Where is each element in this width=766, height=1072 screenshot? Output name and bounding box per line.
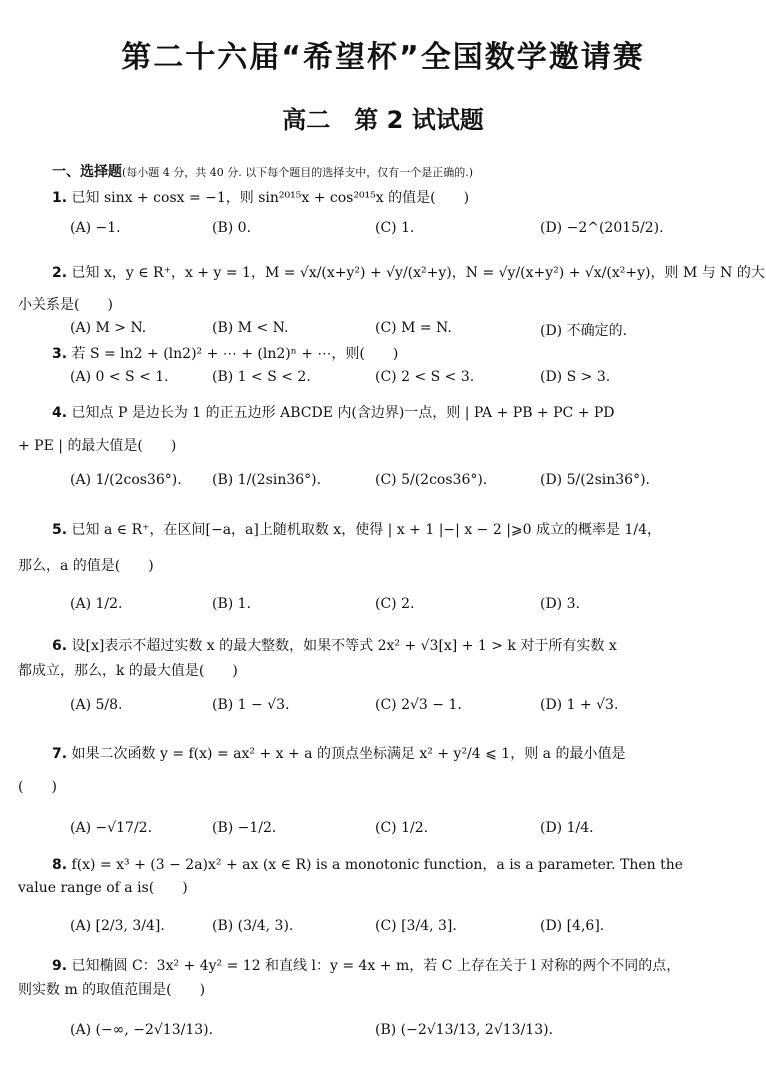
question-text: 设[x]表示不超过实数 x 的最大整数，如果不等式 2x² + √3[x] + 1 > k 对于所有实数 x bbox=[71, 638, 617, 654]
question-text: 若 S = ln2 + (ln2)² + ⋯ + (ln2)ⁿ + ⋯，则( ) bbox=[71, 346, 399, 362]
q7-option-b[interactable]: (B) −1/2. bbox=[212, 820, 277, 836]
q6-option-c[interactable]: (C) 2√3 − 1. bbox=[375, 697, 462, 713]
q1-option-b[interactable]: (B) 0. bbox=[212, 220, 252, 236]
question-5-cont: 那么，a 的值是( ) bbox=[18, 558, 154, 574]
q9-option-b[interactable]: (B) (−2√13/13, 2√13/13). bbox=[375, 1022, 554, 1038]
exam-subtitle: 高二 第 2 试试题 bbox=[282, 106, 484, 134]
exam-title: 第二十六届“希望杯”全国数学邀请赛 bbox=[121, 40, 645, 75]
q2-option-c[interactable]: (C) M = N. bbox=[375, 320, 452, 336]
q6-option-a[interactable]: (A) 5/8. bbox=[70, 697, 123, 713]
q8-option-d[interactable]: (D) [4,6]. bbox=[540, 918, 605, 934]
q1-option-c[interactable]: (C) 1. bbox=[375, 220, 415, 236]
q2-option-d[interactable]: (D) 不确定的. bbox=[540, 323, 628, 339]
question-2 bbox=[52, 264, 766, 282]
question-8-cont: value range of a is( ) bbox=[18, 880, 188, 896]
question-8 bbox=[52, 856, 766, 874]
q5-option-d[interactable]: (D) 3. bbox=[540, 596, 580, 612]
question-4-cont: + PE | 的最大值是( ) bbox=[18, 438, 177, 454]
q7-option-d[interactable]: (D) 1/4. bbox=[540, 820, 594, 836]
q3-option-d[interactable]: (D) S > 3. bbox=[540, 369, 611, 385]
q8-option-b[interactable]: (B) (3/4, 3). bbox=[212, 918, 294, 934]
q4-option-c[interactable]: (C) 5/(2cos36°). bbox=[375, 472, 488, 488]
question-text: f(x) = x³ + (3 − 2a)x² + ax (x ∈ R) is a monotonic function，a is a parameter. Then the bbox=[71, 857, 684, 873]
q9-option-a[interactable]: (A) (−∞, −2√13/13). bbox=[70, 1022, 214, 1038]
question-number: 2. bbox=[52, 265, 68, 281]
q4-option-a[interactable]: (A) 1/(2cos36°). bbox=[70, 472, 182, 488]
q5-option-b[interactable]: (B) 1. bbox=[212, 596, 252, 612]
question-number: 5. bbox=[52, 522, 68, 538]
question-text: 已知 a ∈ R⁺，在区间[−a，a]上随机取数 x，使得 | x + 1 |−| x − 2 |⩾0 成立的概率是 1/4， bbox=[71, 522, 661, 538]
question-number: 3. bbox=[52, 346, 68, 362]
q2-option-a[interactable]: (A) M > N. bbox=[70, 320, 147, 336]
q6-option-d[interactable]: (D) 1 + √3. bbox=[540, 697, 619, 713]
q3-option-a[interactable]: (A) 0 < S < 1. bbox=[70, 369, 169, 385]
q8-option-c[interactable]: (C) [3/4, 3]. bbox=[375, 918, 457, 934]
question-number: 4. bbox=[52, 405, 68, 421]
question-6 bbox=[52, 637, 766, 655]
q7-option-c[interactable]: (C) 1/2. bbox=[375, 820, 429, 836]
question-7-cont: ( ) bbox=[18, 779, 57, 795]
q3-option-b[interactable]: (B) 1 < S < 2. bbox=[212, 369, 311, 385]
question-text: 如果二次函数 y = f(x) = ax² + x + a 的顶点坐标满足 x² + y²/4 ⩽ 1，则 a 的最小值是 bbox=[71, 746, 626, 762]
question-number: 7. bbox=[52, 746, 68, 762]
question-number: 1. bbox=[52, 190, 68, 206]
q3-option-c[interactable]: (C) 2 < S < 3. bbox=[375, 369, 475, 385]
q4-option-d[interactable]: (D) 5/(2sin36°). bbox=[540, 472, 650, 488]
question-9 bbox=[52, 957, 766, 975]
question-text: 已知 x，y ∈ R⁺，x + y = 1，M = √x/(x+y²) + √y/(x²+y)，N = √y/(x+y²) + √x/(x²+y)，则 M 与 N 的大 bbox=[71, 265, 765, 281]
q5-option-a[interactable]: (A) 1/2. bbox=[70, 596, 123, 612]
q1-option-a[interactable]: (A) −1. bbox=[70, 220, 121, 236]
question-5 bbox=[52, 521, 766, 539]
q5-option-c[interactable]: (C) 2. bbox=[375, 596, 415, 612]
q7-option-a[interactable]: (A) −√17/2. bbox=[70, 820, 153, 836]
question-6-cont: 都成立，那么，k 的最大值是( ) bbox=[18, 663, 238, 679]
section-header bbox=[52, 163, 766, 182]
question-7 bbox=[52, 745, 766, 763]
question-number: 6. bbox=[52, 638, 68, 654]
q6-option-b[interactable]: (B) 1 − √3. bbox=[212, 697, 290, 713]
question-2-cont: 小关系是( ) bbox=[18, 297, 113, 313]
section-label: 一、选择题 bbox=[52, 164, 122, 180]
q4-option-b[interactable]: (B) 1/(2sin36°). bbox=[212, 472, 322, 488]
question-number: 9. bbox=[52, 958, 68, 974]
question-1 bbox=[52, 189, 766, 207]
section-note: (每小题 4 分，共 40 分. 以下每个题目的选择支中，仅有一个是正确的.) bbox=[122, 166, 474, 179]
question-3 bbox=[52, 345, 766, 363]
question-text: 已知 sinx + cosx = −1，则 sin²⁰¹⁵x + cos²⁰¹⁵x 的值是( ) bbox=[71, 190, 470, 206]
question-text: 已知椭圆 C：3x² + 4y² = 12 和直线 l：y = 4x + m，若 C 上存在关于 l 对称的两个不同的点， bbox=[71, 958, 681, 974]
question-9-cont: 则实数 m 的取值范围是( ) bbox=[18, 982, 206, 998]
question-number: 8. bbox=[52, 857, 68, 873]
question-4 bbox=[52, 404, 766, 422]
question-text: 已知点 P 是边长为 1 的正五边形 ABCDE 内(含边界)一点，则 | PA + PB + PC + PD bbox=[71, 405, 615, 421]
q1-option-d[interactable]: (D) −2^(2015/2). bbox=[540, 220, 664, 236]
q8-option-a[interactable]: (A) [2/3, 3/4]. bbox=[70, 918, 165, 934]
q2-option-b[interactable]: (B) M < N. bbox=[212, 320, 289, 336]
